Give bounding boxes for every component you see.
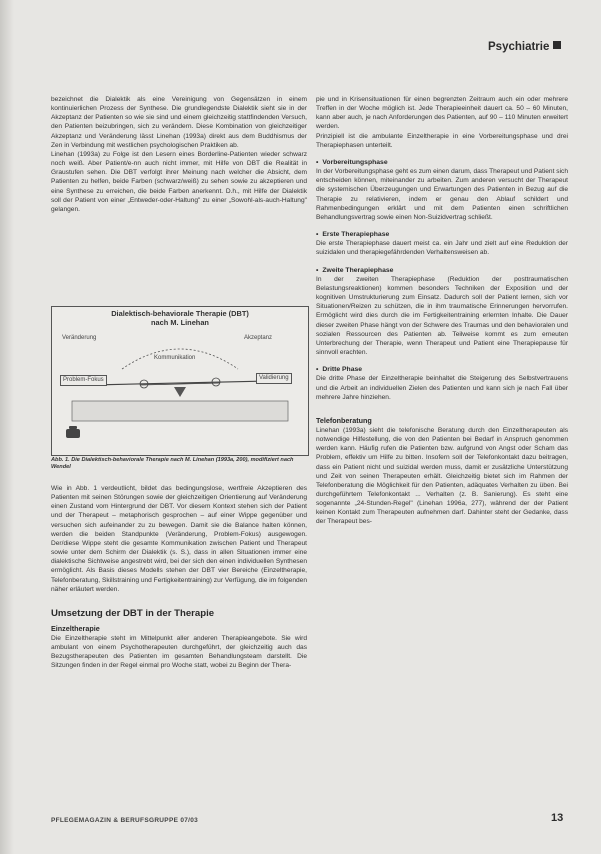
section-header-label: Psychiatrie: [488, 41, 550, 53]
section-title-umsetzung: Umsetzung der DBT in der Therapie: [51, 607, 215, 619]
dbt-figure: [51, 306, 309, 456]
bullet-zweite-phase-body: In der zweiten Therapiephase (Reduktion der posttraumatischen Belastungsreaktionen) kommen besonders Techniken der Exposition und der kognitiven Umstrukturierung zum Einsatz. Dadurch soll der Patient lernen, sich vor Situationen/Reizen zu schützen, die in ihm traumatische Erinnerungen hervorrufen. Ermöglicht wird dies durch die im Fertigkeitentraining erlernten Inhalte. Die Dauer dieser zweiten Phase hängt von der Schwere des Traumas und den behavioralen und sozialen Ressourcen des Patienten ab. Teilweise kommt es zum erneuten Unterbrechung der Therapie, wenn Therapeut und Patient eine Therapiepause für sinnvoll erachten.: [316, 275, 568, 357]
telephone-icon: [66, 429, 80, 438]
figure-title-line-2: nach M. Linehan: [151, 318, 209, 327]
page-number: 13: [551, 812, 564, 824]
label-validation: Validierung: [256, 373, 292, 384]
right-paragraph-2: Prinzipiell ist die ambulante Einzeltherapie in eine Vorbereitungsphase und drei Therapiephasen unterteilt.: [316, 132, 568, 149]
right-column: [316, 95, 568, 527]
left-paragraph-2: Linehan (1993a) zu Folge ist den Lesern eines Borderline-Patienten wieder schwarz noch weiß. Aber Patient/e-nn auch nicht immer, mit Hilfe von DBT die Realität in Graustufen sehen. Die DBT verfolgt ihrer Meinung nach welcher die Absicht, dem Patienten zu helfen, beide Farben (schwarz/weiß) zu sehen sowie zu akzeptieren und eine Synthese zu erreichen, die beide Farben anerkennt. D.h., mit Hilfe der Dialektik soll der Patient von einer „Entweder-oder-Haltung" zu einer „Sowohl-als-auch-Haltung" gelangen.: [51, 150, 307, 213]
right-paragraph-1: pie und in Krisensituationen für einen begrenzten Zeitraum auch ein oder mehrere Treffen in der Woche möglich ist. Jede Therapieeinheit dauert ca. 50 – 60 Minuten, kann aber auch, je nach Anforderungen des Patienten, auf 90 – 110 Minuten erweitert werden.: [316, 96, 568, 131]
seesaw-fulcrum: [174, 387, 186, 397]
left-column-bottom: [51, 484, 307, 671]
figure-title-line-1: Dialektisch-behaviorale Therapie (DBT): [111, 309, 249, 318]
subsection-telefonberatung: Telefonberatung: [316, 415, 372, 425]
left-paragraph-4: Die Einzeltherapie steht im Mittelpunkt aller anderen Therapieangebote. Sie wird ambulant von einem Psychotherapeuten durchgeführt, der gleichzeitig auch das Bezugstherapeuten des Patienten im gesamten Behandlungsteam darstellt. Die Sitzungen finden in der Regel einmal pro Woche statt, wobei zu Beginn der Thera-: [51, 634, 307, 670]
left-paragraph-1: bezeichnet die Dialektik als eine Vereinigung von Gegensätzen in einem kontinuierlichen Prozess der Synthese. Die grundlegendste Dialektik sieht sie in der Akzeptanz der Patienten so wie sie sind und einem gleichzeitig stattfindenden Versuch, den Patienten beizubringen, sich zu verändern. Diese Kombination von gleichzeitiger Akzeptanz und Veränderung lässt Linehan (1993a) direkt aus dem Buddhismus der Zen in Verbindung mit westlichen psychologischen Praktiken ab.: [51, 96, 307, 149]
bullet-zweite-phase-heading: • Zweite Therapiephase: [316, 266, 568, 275]
label-communication: Kommunikation: [154, 355, 196, 361]
foundation-band: [72, 401, 288, 421]
bullet-erste-phase-heading: • Erste Therapiephase: [316, 230, 568, 239]
bullet-vorbereitungsphase-heading: • Vorbereitungsphase: [316, 158, 568, 167]
subsection-einzeltherapie: Einzeltherapie: [51, 623, 100, 633]
bullet-erste-phase-body: Die erste Therapiephase dauert meist ca. ein Jahr und zielt auf eine Reduktion der suizidalen und therapiegefährdenden Verhaltensweisen ab.: [316, 240, 568, 257]
left-column-top: [51, 95, 307, 214]
footer-publication: PFLEGEMAGAZIN & BERUFSGRUPPE 07/03: [51, 817, 199, 824]
right-paragraph-3: Linehan (1993a) sieht die telefonische Beratung durch den Einzeltherapeuten als notwendige Hilfestellung, die von den Patienten bei Bedarf in Anspruch genommen werden kann. Häufig rufen die Patienten bzw. aufgrund von Angst oder Scham das Problem, effektiv um Hilfe zu bitten. Insofern soll der Telefonkontakt dazu beitragen, dass ein Patient nicht und suizidal werden muss, damit er zusätzliche Unterstützung und Zeit von seinen Therapeuten erhält. Gleichzeitig bietet sich im Rahmen der Telefonberatung die Möglichkeit für den Patienten, adäquates Verhalten zu üben. Bei durchgeführtem Telefonkontakt ... Verhalten (z. B. Sanierung). Es steht eine sogenannte „24-Stunden-Regel" (Linehan 1996a, 277), während der der Patient keinen Kontakt zum Therapeuten aufnehmen darf. Dahinter steht der Gedanke, dass der Therapeut bes-: [316, 426, 568, 526]
bullet-dritte-phase-body: Die dritte Phase der Einzeltherapie beinhaltet die Steigerung des Selbstvertrauens und die Arbeit an individuellen Zielen des Patienten und kann sich je nach Fall über mehrere Jahre hinziehen.: [316, 375, 568, 401]
label-problem-focus: Problem-Fokus: [60, 375, 107, 386]
bullet-dritte-phase-heading: • Dritte Phase: [316, 365, 568, 374]
header-square-icon: [553, 41, 561, 49]
bullet-vorbereitungsphase-body: In der Vorbereitungsphase geht es zum einen darum, dass Therapeut und Patient sich entscheiden können, miteinander zu arbeiten. Zum anderen versucht der Therapeut die systemischen Überzeugungen und Erwartungen des Patienten in Bezug auf die Therapie zu relativieren, indem er genau den Ablauf schildert und Rahmenbedingungen erklärt und mit dem Patienten einen schriftlichen Behandlungsvertrag sowie einen Non-Suizidvertrag schließt.: [316, 168, 568, 221]
label-change: Veränderung: [62, 335, 97, 341]
section-header: [488, 41, 568, 55]
figure-caption: Abb. 1. Die Dialektisch-behaviorale Therapie nach M. Linehan (1993a, 200), modifiziert nach Wendel: [51, 457, 294, 471]
label-acceptance: Akzeptanz: [244, 335, 273, 341]
left-paragraph-3: Wie in Abb. 1 verdeutlicht, bildet das bedingungslose, wertfreie Akzeptieren des Patienten mit seinen Störungen sowie der gleichzeitigen Orientierung auf Veränderung einen Zustand vom Hintergrund der DBT. Vor diesem Kontext stehen sich der Patient und der Therapeut – metaphorisch gesprochen – auf einer Wippe gegenüber und versuchen sich aufeinander zu zu bewegen. Damit sie die Balance halten können, werden die beiden Standpunkte (Veränderung, Problem-Fokus) ausgewogen. Der/diese Wippe steht die gesamte Kommunikation zwischen Patient und Therapeut sowie unter dem Schirm der Dialektik (s. S.), dass in allen Situationen immer eine dialektische Sichtweise angestrebt wird, bei der sich den einen individuellen Synthesen ermöglicht. Als Basis dieses Modells stehen der DBT vier Bereiche (Einzeltherapie, Telefonberatung, Skillstraining und Fertigkeitentraining) zur Verfügung, die im folgenden näher erläutert werden.: [51, 485, 307, 593]
page-edge-shadow: [0, 0, 14, 854]
